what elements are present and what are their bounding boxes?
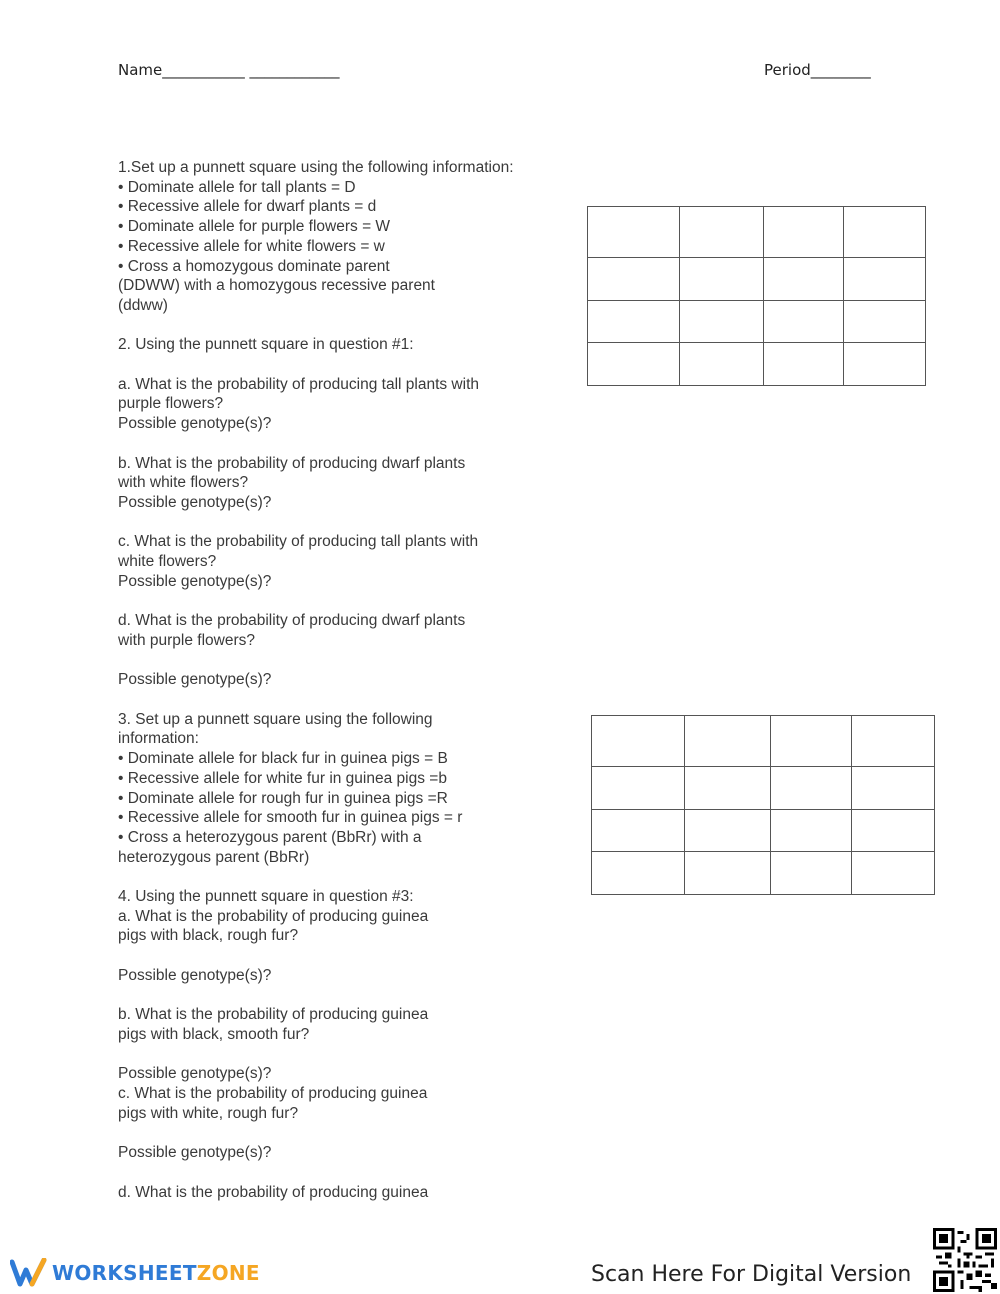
blank-line bbox=[118, 1163, 558, 1183]
question-line: pigs with black, rough fur? bbox=[118, 927, 299, 945]
question-line: 3. Set up a punnett square using the following bbox=[118, 710, 433, 728]
blank-line bbox=[118, 1123, 558, 1143]
grid-cell bbox=[764, 258, 844, 301]
grid-cell bbox=[588, 343, 680, 386]
question-line: with purple flowers? bbox=[118, 631, 255, 649]
grid-cell bbox=[852, 852, 935, 895]
question-line: Possible genotype(s)? bbox=[118, 415, 272, 433]
grid-cell bbox=[684, 716, 771, 767]
logo-mark-icon bbox=[10, 1258, 48, 1288]
grid-cell bbox=[592, 716, 685, 767]
question-line: c. What is the probability of producing guinea bbox=[118, 1085, 428, 1103]
brand-name bbox=[52, 1261, 260, 1285]
grid-cell bbox=[684, 810, 771, 852]
grid-cell bbox=[592, 767, 685, 810]
grid-cell bbox=[764, 207, 844, 258]
question-line: (DDWW) with a homozygous recessive parent bbox=[118, 277, 435, 295]
worksheetzone-logo[interactable] bbox=[10, 1258, 260, 1288]
grid-cell bbox=[592, 852, 685, 895]
question-line: with white flowers? bbox=[118, 474, 249, 492]
question-line: • Dominate allele for tall plants = D bbox=[118, 178, 356, 196]
blank-line bbox=[118, 867, 558, 887]
question-line: information: bbox=[118, 730, 199, 748]
question-line: • Cross a homozygous dominate parent bbox=[118, 257, 390, 275]
grid-cell bbox=[679, 301, 764, 343]
grid-cell bbox=[588, 207, 680, 258]
questions-block bbox=[118, 158, 558, 1202]
question-line: • Dominate allele for black fur in guinea pigs = B bbox=[118, 750, 448, 768]
grid-cell bbox=[844, 207, 926, 258]
grid-cell bbox=[844, 343, 926, 386]
question-line: Possible genotype(s)? bbox=[118, 1144, 272, 1162]
grid-cell bbox=[844, 258, 926, 301]
period-field-label: Period________ bbox=[764, 61, 871, 79]
question-line: • Recessive allele for smooth fur in guinea pigs = r bbox=[118, 809, 463, 827]
question-line: • Recessive allele for white flowers = w bbox=[118, 237, 385, 255]
question-line: (ddww) bbox=[118, 296, 168, 314]
grid-cell bbox=[844, 301, 926, 343]
grid-cell bbox=[588, 258, 680, 301]
grid-cell bbox=[852, 810, 935, 852]
grid-cell bbox=[764, 301, 844, 343]
question-line: • Dominate allele for rough fur in guinea pigs =R bbox=[118, 789, 448, 807]
scan-caption: Scan Here For Digital Version bbox=[591, 1262, 912, 1287]
grid-cell bbox=[852, 716, 935, 767]
grid-cell bbox=[679, 343, 764, 386]
punnett-square-2 bbox=[591, 715, 935, 895]
question-line: c. What is the probability of producing tall plants with bbox=[118, 533, 479, 551]
question-line: 1.Set up a punnett square using the following information: bbox=[118, 159, 514, 176]
grid-cell bbox=[771, 716, 852, 767]
grid-cell bbox=[588, 301, 680, 343]
question-line: 4. Using the punnett square in question #3: bbox=[118, 888, 414, 906]
question-line: Possible genotype(s)? bbox=[118, 572, 272, 590]
qr-code-icon[interactable] bbox=[933, 1228, 997, 1292]
question-line: Possible genotype(s)? bbox=[118, 493, 272, 511]
grid-cell bbox=[684, 767, 771, 810]
question-line: b. What is the probability of producing dwarf plants bbox=[118, 454, 466, 472]
question-line: d. What is the probability of producing guinea bbox=[118, 1183, 429, 1201]
blank-line bbox=[118, 946, 558, 966]
question-line: pigs with white, rough fur? bbox=[118, 1104, 299, 1122]
blank-line bbox=[118, 651, 558, 671]
question-line: Possible genotype(s)? bbox=[118, 671, 272, 689]
question-line: a. What is the probability of producing guinea bbox=[118, 907, 429, 925]
blank-line bbox=[118, 1045, 558, 1065]
blank-line bbox=[118, 513, 558, 533]
grid-cell bbox=[771, 810, 852, 852]
question-line: a. What is the probability of producing tall plants with bbox=[118, 375, 479, 393]
brand-part-1: WORKSHEET bbox=[52, 1261, 197, 1285]
grid-cell bbox=[764, 343, 844, 386]
grid-cell bbox=[771, 767, 852, 810]
blank-line bbox=[118, 316, 558, 336]
blank-line bbox=[118, 690, 558, 710]
blank-line bbox=[118, 591, 558, 611]
question-line: • Cross a heterozygous parent (BbRr) with a bbox=[118, 828, 422, 846]
grid-cell bbox=[679, 258, 764, 301]
grid-cell bbox=[852, 767, 935, 810]
punnett-square-1 bbox=[587, 206, 926, 386]
question-line: • Dominate allele for purple flowers = W bbox=[118, 218, 391, 236]
question-line: Possible genotype(s)? bbox=[118, 966, 272, 984]
question-line: purple flowers? bbox=[118, 395, 224, 413]
question-line: 2. Using the punnett square in question #1: bbox=[118, 336, 414, 354]
blank-line bbox=[118, 986, 558, 1006]
question-line: b. What is the probability of producing guinea bbox=[118, 1006, 429, 1024]
brand-part-2: ZONE bbox=[196, 1261, 260, 1285]
question-line: d. What is the probability of producing dwarf plants bbox=[118, 612, 466, 630]
blank-line bbox=[118, 434, 558, 454]
grid-cell bbox=[592, 810, 685, 852]
grid-cell bbox=[684, 852, 771, 895]
blank-line bbox=[118, 355, 558, 375]
question-line: heterozygous parent (BbRr) bbox=[118, 848, 310, 866]
question-line: pigs with black, smooth fur? bbox=[118, 1025, 310, 1043]
question-line: • Recessive allele for white fur in guinea pigs =b bbox=[118, 769, 447, 787]
grid-cell bbox=[679, 207, 764, 258]
question-line: Possible genotype(s)? bbox=[118, 1065, 272, 1083]
name-field-label: Name___________ ____________ bbox=[118, 61, 340, 79]
grid-cell bbox=[771, 852, 852, 895]
question-line: • Recessive allele for dwarf plants = d bbox=[118, 198, 377, 216]
question-line: white flowers? bbox=[118, 553, 217, 571]
